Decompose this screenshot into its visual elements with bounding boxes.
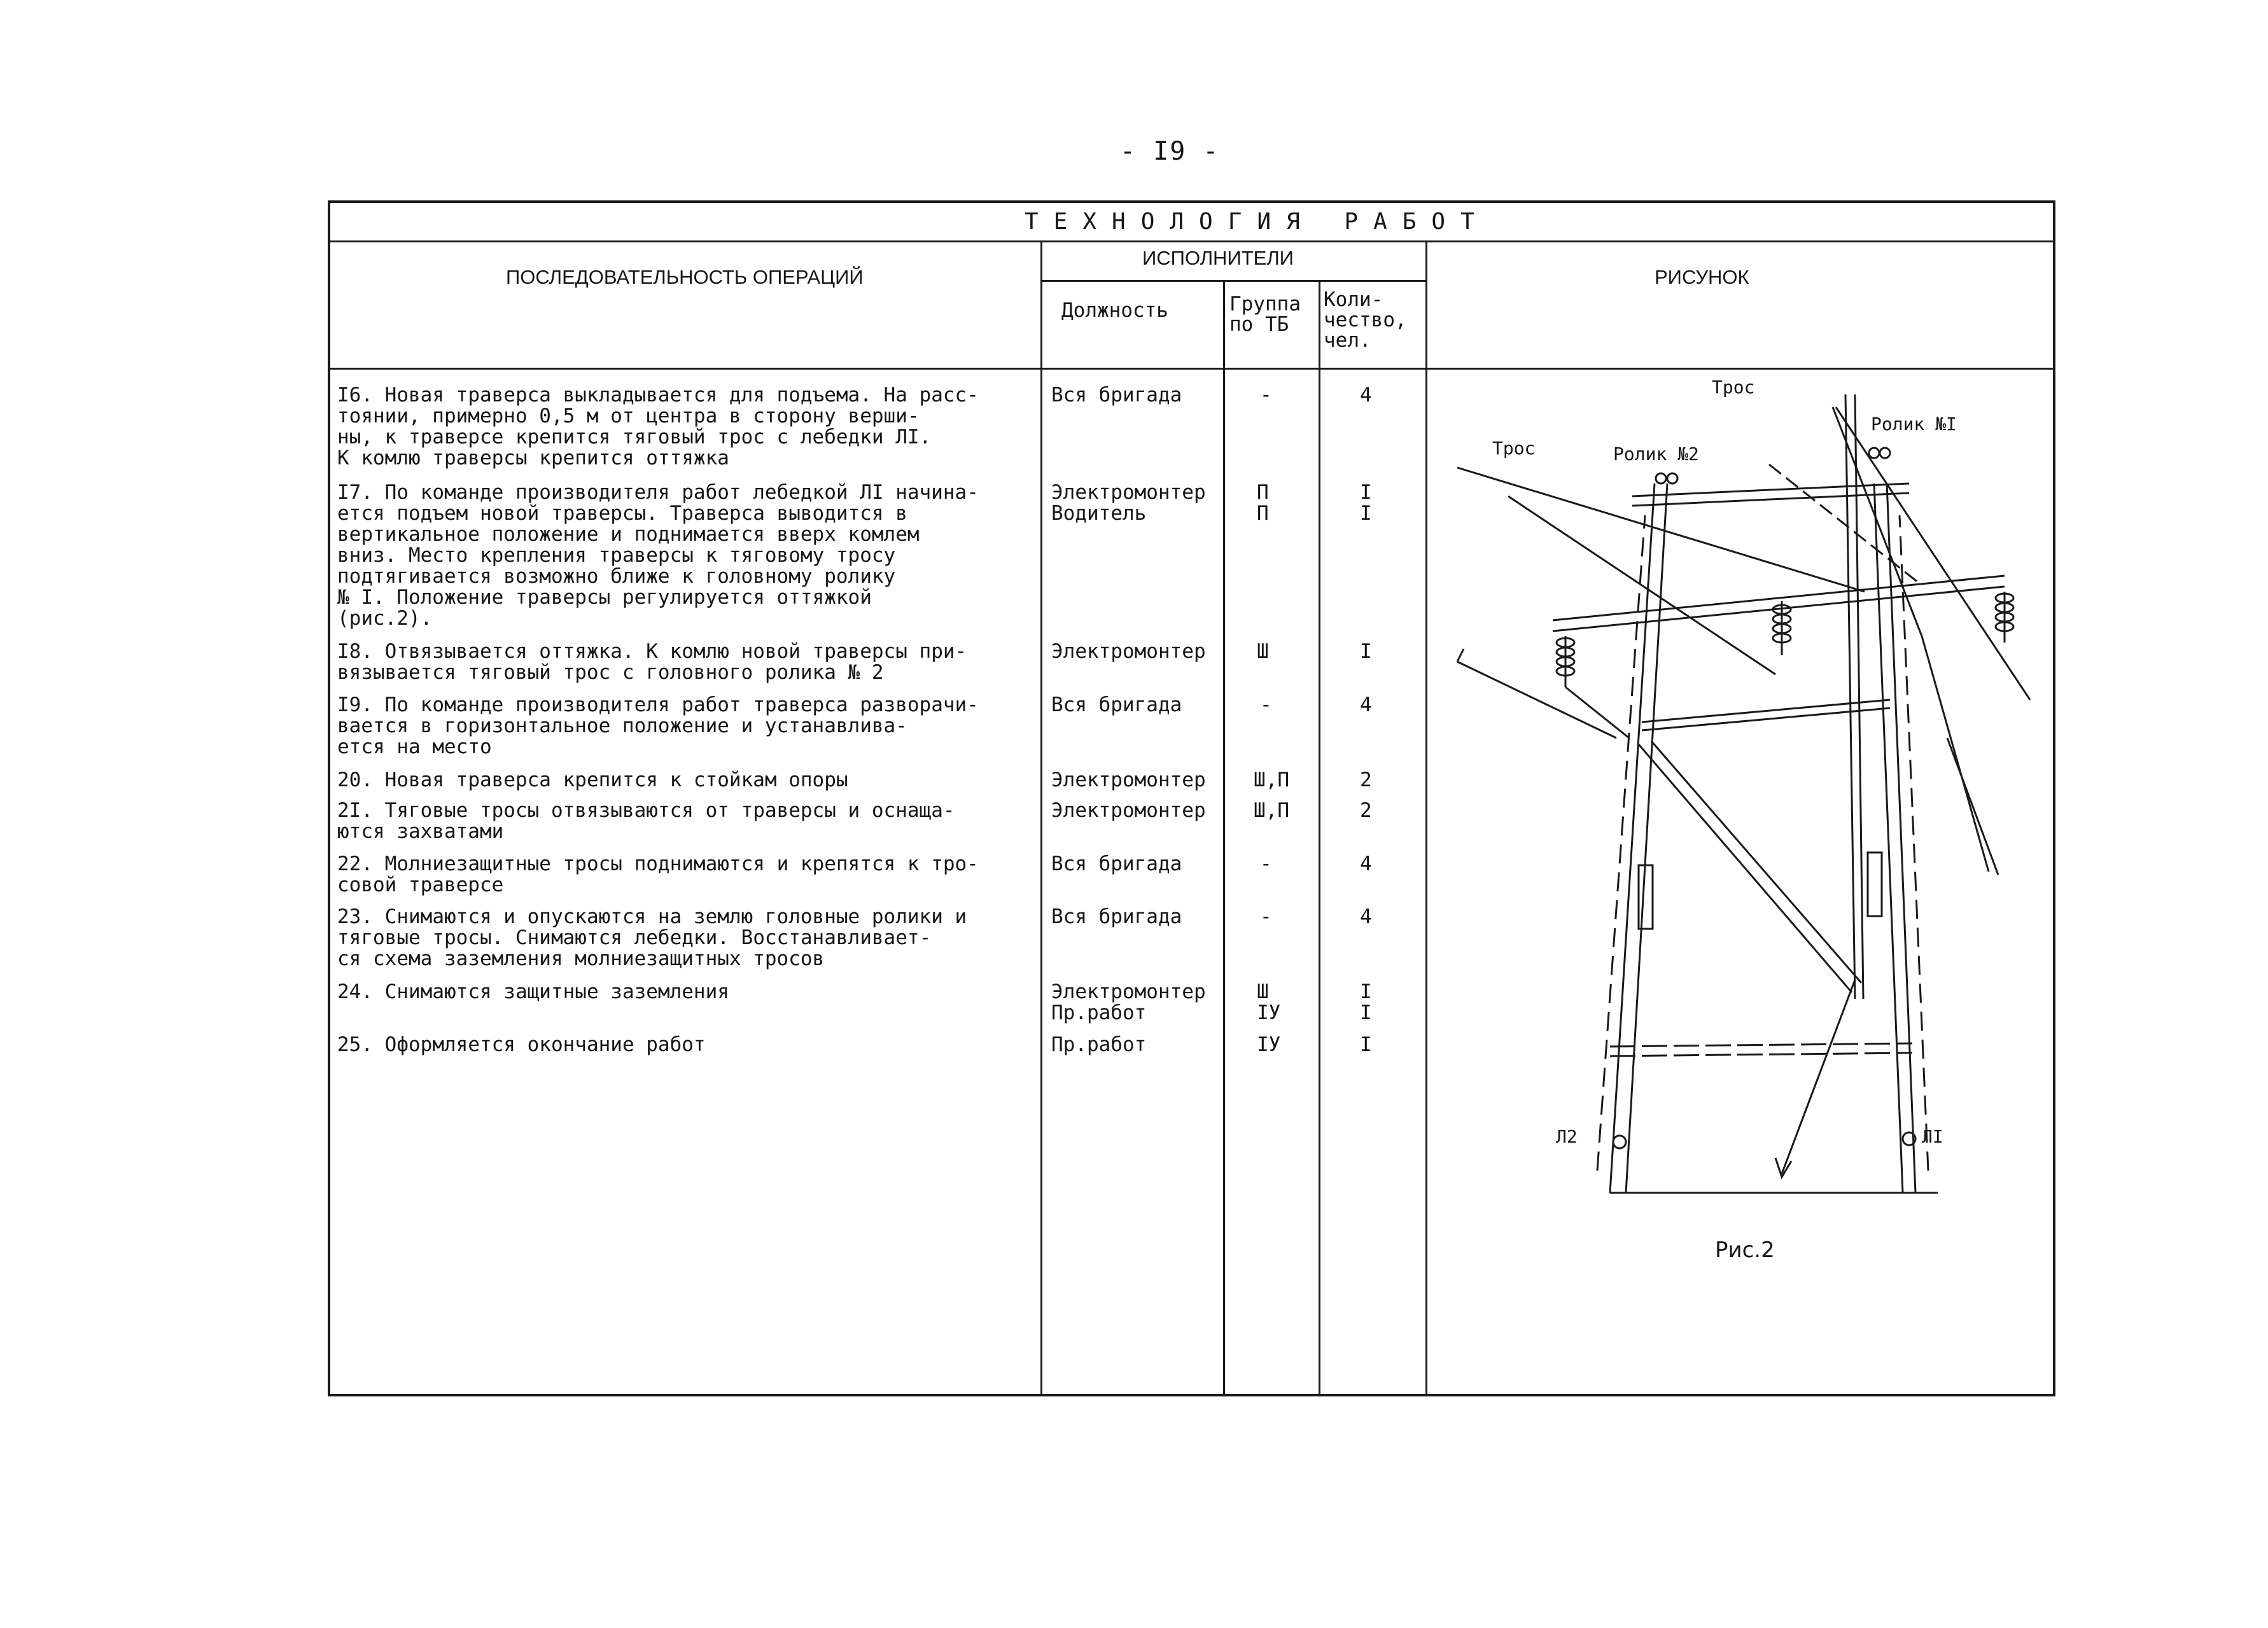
right-leg-outer xyxy=(1874,484,1903,1193)
group-cell: Ш IУ xyxy=(1257,980,1281,1024)
quantity-cell: I xyxy=(1360,640,1372,663)
page-number: - I9 - xyxy=(1120,137,1220,166)
insulator-right xyxy=(1996,592,2013,643)
group-cell: - xyxy=(1260,852,1272,875)
header-quantity: Коли- чество, чел. xyxy=(1324,288,1407,352)
operation-text: I6. Новая траверса выкладывается для подъема. На расс- тоянии, примерно 0,5 м от центра в сторону верши- ны, к траверсе крепится тяговый трос с лебедки ЛI. К комлю траверсы крепится оттяжка xyxy=(337,384,979,470)
quantity-cell: I I xyxy=(1360,481,1372,525)
clamp-right xyxy=(1868,852,1882,916)
position-cell: Вся бригада xyxy=(1051,693,1182,716)
operation-text: 22. Молниезащитные тросы поднимаются и крепятся к тро- совой траверсе xyxy=(337,852,979,896)
position-cell: Электромонтер Пр.работ xyxy=(1051,980,1206,1024)
quantity-cell: 2 xyxy=(1360,769,1372,791)
group-cell: Ш,П xyxy=(1254,769,1289,791)
group-cell: - xyxy=(1260,905,1272,928)
position-cell: Пр.работ xyxy=(1051,1033,1147,1056)
header-figure: РИСУНОК xyxy=(1655,266,1749,288)
col-divider-1 xyxy=(1040,240,1042,1396)
group-cell: Ш,П xyxy=(1254,799,1289,822)
col-divider-3 xyxy=(1319,280,1320,1396)
group-cell: П П xyxy=(1257,481,1269,525)
dashed-cable xyxy=(1769,464,1922,585)
header-sequence: ПОСЛЕДОВАТЕЛЬНОСТЬ ОПЕРАЦИЙ xyxy=(506,266,864,288)
label-tros-top: Трос xyxy=(1712,377,1755,398)
tower-diagram xyxy=(1429,369,2052,1387)
position-cell: Электромонтер Водитель xyxy=(1051,481,1206,525)
pulley-1-icon xyxy=(1869,448,1879,458)
group-cell: - xyxy=(1260,693,1272,716)
group-cell: Ш xyxy=(1257,640,1269,663)
quantity-cell: 4 xyxy=(1360,852,1372,875)
header-position: Должность xyxy=(1061,299,1168,322)
label-l1: ЛI xyxy=(1922,1126,1943,1147)
quantity-cell: 4 xyxy=(1360,384,1372,407)
ground-rope xyxy=(1457,649,1616,738)
position-cell: Электромонтер xyxy=(1051,799,1206,822)
operation-text: 24. Снимаются защитные заземления xyxy=(337,980,729,1003)
brace xyxy=(1639,741,1861,992)
performers-divider xyxy=(1040,280,1425,282)
label-l2: Л2 xyxy=(1556,1126,1578,1147)
operation-text: I8. Отвязывается оттяжка. К комлю новой траверсы при- вязывается тяговый трос с головного ролика № 2 xyxy=(337,640,967,684)
right-leg-inner xyxy=(1887,484,1915,1193)
quantity-cell: I xyxy=(1360,1033,1372,1056)
col-divider-4 xyxy=(1425,240,1427,1396)
lower-crossbar xyxy=(1610,1043,1912,1056)
title-divider xyxy=(328,240,2055,242)
label-rolik-2: Ролик №2 xyxy=(1613,443,1699,464)
operation-text: 25. Оформляется окончание работ xyxy=(337,1033,706,1056)
group-cell: - xyxy=(1260,384,1272,407)
operation-text: 2I. Тяговые тросы отвязываются от траверсы и оснаща- ются захватами xyxy=(337,799,955,843)
insulator-left xyxy=(1557,636,1629,738)
group-cell: IУ xyxy=(1257,1033,1281,1056)
quantity-cell: 2 xyxy=(1360,799,1372,822)
clamp-left xyxy=(1639,865,1653,929)
left-cable-2 xyxy=(1457,468,1865,592)
winch-l2-icon xyxy=(1613,1136,1626,1148)
operation-text: 23. Снимаются и опускаются на землю головные ролики и тяговые тросы. Снимаются лебедки. Восстанавливает- ся схема заземления молниезащитных тросов xyxy=(337,905,967,970)
position-cell: Вся бригада xyxy=(1051,384,1182,407)
table-title: ТЕХНОЛОГИЯ РАБОТ xyxy=(1025,209,1490,235)
pull-arrow xyxy=(1782,980,1855,1174)
position-cell: Электромонтер xyxy=(1051,640,1206,663)
right-lower-rope xyxy=(1947,738,1998,875)
quantity-cell: 4 xyxy=(1360,693,1372,716)
quantity-cell: I I xyxy=(1360,980,1372,1024)
col-divider-2 xyxy=(1223,280,1225,1396)
position-cell: Вся бригада xyxy=(1051,905,1182,928)
header-group: Группа по ТБ xyxy=(1229,293,1301,336)
figure-caption: Рис.2 xyxy=(1715,1237,1775,1263)
pulley-2-icon xyxy=(1656,473,1666,484)
label-rolik-1: Ролик №I xyxy=(1871,414,1957,435)
header-performers: ИСПОЛНИТЕЛИ xyxy=(1142,247,1294,269)
middle-crossbar xyxy=(1642,700,1890,730)
operation-text: 20. Новая траверса крепится к стойкам опоры xyxy=(337,769,848,791)
position-cell: Электромонтер xyxy=(1051,769,1206,791)
right-cable xyxy=(1836,407,2030,700)
operation-text: I7. По команде производителя работ лебедкой ЛI начина- ется подъем новой траверсы. Траверса выводится в вертикальное положение и поднимается вверх комлем вниз. Место крепления траверсы к тяговому тросу подтягивается возможно ближе к головному ролику № I. Положение траверсы регулируется оттяжкой (рис.2). xyxy=(337,481,979,630)
position-cell: Вся бригада xyxy=(1051,852,1182,875)
operation-text: I9. По команде производителя работ траверса разворачи- вается в горизонтальное положение и устанавлива- ется на место xyxy=(337,693,979,758)
quantity-cell: 4 xyxy=(1360,905,1372,928)
label-tros-left: Трос xyxy=(1492,438,1536,459)
